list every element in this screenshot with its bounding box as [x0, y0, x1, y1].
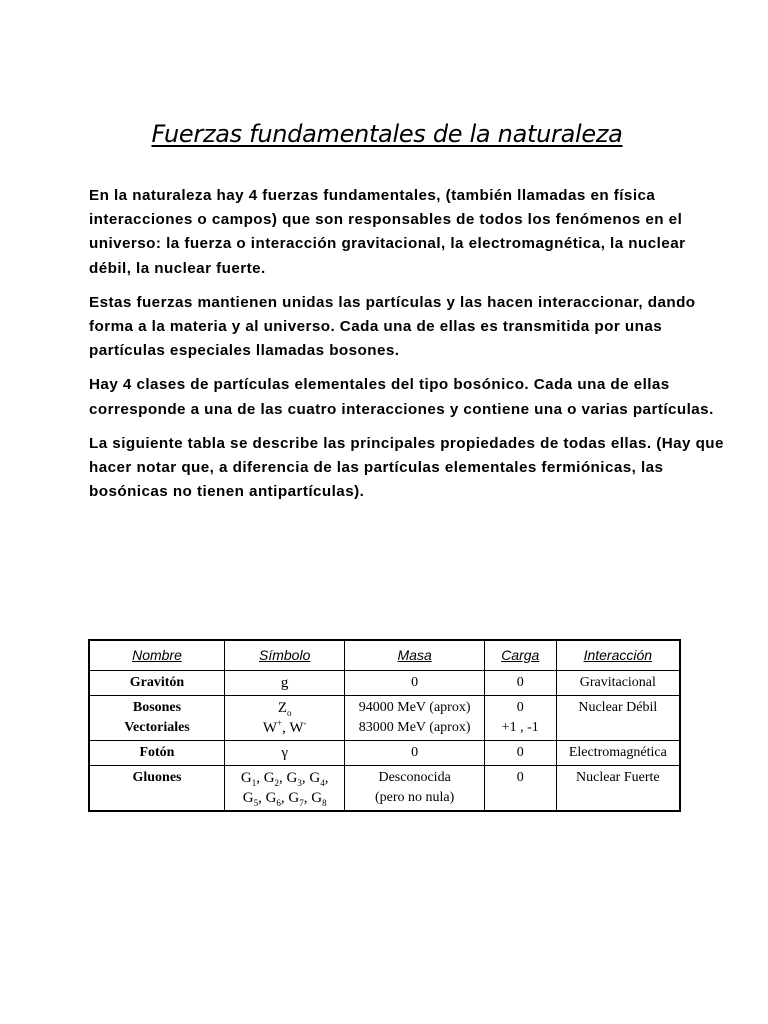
cell-simbolo — [224, 766, 344, 812]
header-masa: Masa — [345, 640, 484, 671]
cell-simbolo — [224, 696, 344, 741]
cell-nombre: Gravitón — [89, 671, 224, 696]
cell-interaccion: Nuclear Fuerte — [556, 766, 680, 812]
cell-nombre: Gluones — [89, 766, 224, 812]
paragraph-intro: En la naturaleza hay 4 fuerzas fundamentales, (también llamadas en física interacciones o campos) que son responsables de todos los fenómenos en el universo: la fuerza o interacción gravitacional, la electromagnética, la nuclear débil, la nuclear fuerte. — [89, 187, 686, 277]
body-text — [89, 184, 729, 514]
header-nombre: Nombre — [89, 640, 224, 671]
cell-carga: 0 — [484, 741, 556, 766]
table-row-foton — [89, 741, 680, 766]
document-title: Fuerzas fundamentales de la naturaleza — [151, 120, 623, 148]
cell-carga: 0 — [484, 671, 556, 696]
header-carga: Carga — [484, 640, 556, 671]
particles-table — [88, 639, 681, 812]
paragraph-table-intro: La siguiente tabla se describe las principales propiedades de todas ellas. (Hay que hacer notar que, a diferencia de las partículas elementales fermiónicas, las bosónicas no tienen antipartículas). — [89, 434, 724, 501]
cell-masa-line-1: Desconocida — [378, 770, 451, 785]
cell-interaccion: Electromagnética — [556, 741, 680, 766]
symbol-z: $Z_o$ — [277, 700, 292, 718]
cell-masa-line-1: 94000 MeV (aprox) — [358, 700, 471, 715]
cell-masa — [345, 696, 484, 741]
cell-nombre-line-2: Vectoriales — [124, 720, 190, 735]
symbol-gluons-line-2: $G_5$, $G_6$, $G_7$, $G_8$ — [242, 790, 327, 808]
symbol-gluons-line-1: $G_1$, $G_2$, $G_3$, $G_4$, — [240, 770, 329, 788]
cell-carga-line-1: 0 — [516, 700, 524, 715]
cell-nombre: Fotón — [89, 741, 224, 766]
table-row-bosones — [89, 696, 680, 741]
header-interaccion: Interacción — [556, 640, 680, 671]
cell-nombre-line-1: Bosones — [132, 700, 182, 715]
cell-masa — [345, 766, 484, 812]
paragraph-particles: Estas fuerzas mantienen unidas las partículas y las hacen interaccionar, dando forma a la materia y al universo. Cada una de ellas es transmitida por unas partículas especiales llamadas bosones. — [89, 293, 696, 360]
paragraph-bosons: Hay 4 clases de partículas elementales del tipo bosónico. Cada una de ellas corresponde a una de las cuatro interacciones y contiene una o varias partículas. — [89, 376, 714, 418]
cell-carga — [484, 696, 556, 741]
symbol-w: W+, W- — [262, 718, 307, 736]
cell-simbolo: g — [224, 671, 344, 696]
cell-interaccion: Gravitacional — [556, 671, 680, 696]
table-header-row — [89, 640, 680, 671]
cell-simbolo: γ — [224, 741, 344, 766]
cell-masa: 0 — [345, 741, 484, 766]
cell-masa-line-2: 83000 MeV (aprox) — [358, 720, 471, 735]
cell-nombre — [89, 696, 224, 741]
cell-interaccion: Nuclear Débil — [556, 696, 680, 741]
cell-masa: 0 — [345, 671, 484, 696]
table-row-gluones — [89, 766, 680, 812]
header-simbolo: Símbolo — [224, 640, 344, 671]
table-row-graviton — [89, 671, 680, 696]
cell-carga: 0 — [484, 766, 556, 812]
cell-masa-line-2: (pero no nula) — [374, 790, 455, 805]
cell-carga-line-2: +1 , -1 — [501, 720, 539, 735]
